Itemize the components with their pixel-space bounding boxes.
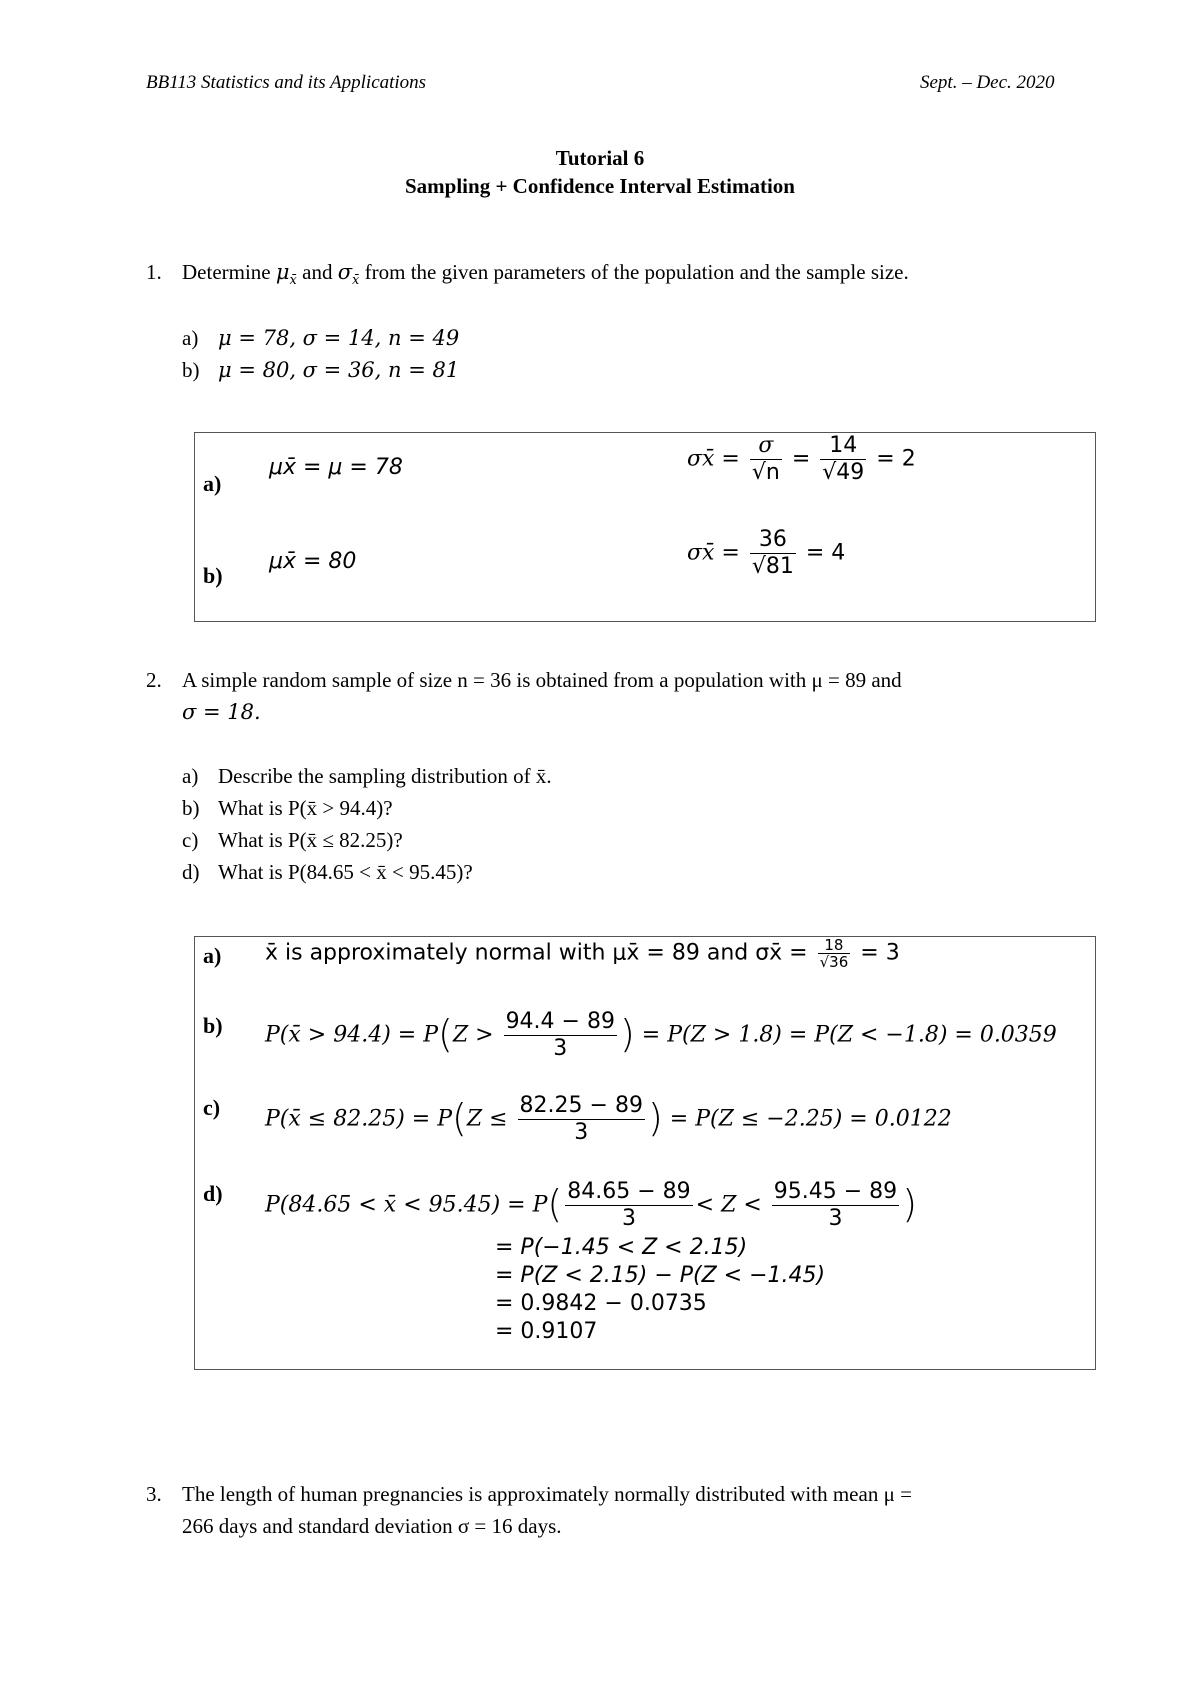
sol2-b-z: Z > — [452, 1022, 494, 1048]
sol2-a-label: a) — [203, 943, 222, 968]
sol2-d-line: P(84.65 < x̄ < 95.45) = P( $\frac{84.65 - 89}{3}$ < Z < $\frac{95.45 - 89}{3}$ ) — [265, 1179, 918, 1231]
sol2-c-lhs: P(x̄ ≤ 82.25) = P — [265, 1106, 452, 1132]
q3-number: 3. — [146, 1482, 162, 1506]
q2-part-c-text: What is P(x̄ ≤ 82.25)? — [218, 828, 403, 852]
sol2-c-line: P(x̄ ≤ 82.25) = P(Z ≤ $\frac{82.25 - 89}{3}$ ) = P(Z ≤ −2.25) = 0.0122 — [265, 1093, 952, 1145]
sol2-b-lhs: P(x̄ > 94.4) = P — [265, 1022, 439, 1048]
q1-number: 1. — [146, 260, 162, 284]
sol1-b-mean: μx̄ = 80 — [269, 549, 357, 574]
course-header: BB113 Statistics and its Applications — [146, 72, 427, 93]
sol2-a-fraction: $\frac{18}{√36}$ — [819, 936, 849, 971]
q2-part-b-text: What is P(x̄ > 94.4)? — [218, 796, 393, 820]
sol2-b-rhs: = P(Z > 1.8) = P(Z < −1.8) = 0.0359 — [641, 1022, 1057, 1048]
q1-part-a-expr: μ = 78, σ = 14, n = 49 — [218, 326, 460, 350]
sol1-a-sd-lhs: σx̄ = — [687, 446, 740, 472]
q2-part-d-text: What is P(84.65 < x̄ < 95.45)? — [218, 860, 473, 884]
q2-line1: A simple random sample of size n = 36 is obtained from a population with μ = 89 and — [182, 668, 902, 692]
q2-line2: σ = 18. — [182, 700, 261, 724]
sol2-d-mid: < Z < — [695, 1192, 762, 1218]
sol2-d-lhs: P(84.65 < x̄ < 95.45) = P — [265, 1192, 548, 1218]
sol1-a-mean: μx̄ = μ = 78 — [269, 455, 403, 480]
q2-part-a-text: Describe the sampling distribution of x̄. — [218, 764, 552, 788]
sol2-d-step-4: = 0.9107 — [495, 1319, 598, 1344]
sol2-c-rhs: = P(Z ≤ −2.25) = 0.0122 — [669, 1106, 952, 1132]
sol2-c-label: c) — [203, 1095, 221, 1120]
sol2-d-fraction-1: $\frac{84.65 - 89}{3}$ — [567, 1179, 691, 1231]
q1-sigma-symbol: $\sigma_{x̄}$ — [337, 260, 360, 289]
q1-text — [182, 256, 909, 297]
q2-number: 2. — [146, 668, 162, 692]
tutorial-subtitle: Sampling + Confidence Interval Estimation — [405, 174, 795, 198]
q2-part-c-label: c) — [182, 828, 199, 852]
sol2-a-text: x̄ is approximately normal with μx̄ = 89 and σx̄ = — [265, 940, 808, 966]
q2-part-d-label: d) — [182, 860, 200, 884]
sol1-a-sd — [687, 433, 916, 486]
sol1-b-sd — [687, 527, 845, 580]
q1-part-b-label: b) — [182, 358, 200, 382]
solution-box-1 — [194, 432, 1096, 622]
q3-line1: The length of human pregnancies is approximately normally distributed with mean μ = — [182, 1482, 912, 1506]
q1-text-b: and — [296, 260, 338, 284]
sol2-b-label: b) — [203, 1013, 223, 1038]
sol2-d-step-2: = P(Z < 2.15) − P(Z < −1.45) — [495, 1263, 826, 1288]
sol2-b-line: P(x̄ > 94.4) = P(Z > $\frac{94.4 - 89}{3}$ ) = P(Z > 1.8) = P(Z < −1.8) = 0.0359 — [265, 1009, 1057, 1061]
term-header: Sept. – Dec. 2020 — [920, 72, 1055, 93]
q1-part-b-expr: μ = 80, σ = 36, n = 81 — [218, 358, 460, 382]
q1-part-a-label: a) — [182, 326, 199, 350]
q1-text-a: Determine — [182, 260, 276, 284]
sol1-b-label: b) — [203, 563, 223, 588]
sol1-b-sd-lhs: σx̄ = — [687, 540, 740, 566]
sol1-a-eq: = — [791, 446, 811, 472]
sol2-d-label: d) — [203, 1181, 223, 1206]
sol1-b-result: = 4 — [805, 540, 846, 566]
q1-mu-symbol: $\mu_{x̄}$ — [275, 260, 297, 289]
sol1-a-label: a) — [203, 471, 222, 496]
sol2-d-fraction-2: $\frac{95.45 - 89}{3}$ — [773, 1179, 898, 1231]
sol2-c-z: Z ≤ — [466, 1106, 508, 1132]
sol2-d-step-1: = P(−1.45 < Z < 2.15) — [495, 1235, 748, 1260]
sol1-a-result: = 2 — [876, 446, 916, 472]
q1-text-c: from the given parameters of the population and the sample size. — [359, 260, 909, 284]
sol2-c-fraction: $\frac{82.25 - 89}{3}$ — [519, 1093, 643, 1145]
q3-line2: 266 days and standard deviation σ = 16 days. — [182, 1514, 562, 1538]
q2-part-b-label: b) — [182, 796, 200, 820]
sol2-a-line — [265, 937, 900, 970]
sol1-a-fraction-2: $\frac{14}{√49}$ — [822, 433, 865, 485]
tutorial-title: Tutorial 6 — [555, 146, 645, 170]
sol2-b-fraction: $\frac{94.4 - 89}{3}$ — [505, 1009, 615, 1061]
sol2-d-step-3: = 0.9842 − 0.0735 — [495, 1291, 707, 1316]
sol1-b-fraction: $\frac{36}{√81}$ — [751, 527, 794, 579]
sol2-a-result: = 3 — [860, 940, 900, 966]
q2-part-a-label: a) — [182, 764, 199, 788]
solution-box-2 — [194, 936, 1096, 1370]
sol1-a-fraction-1: $\frac{\sigma}{√n}$ — [751, 433, 780, 485]
